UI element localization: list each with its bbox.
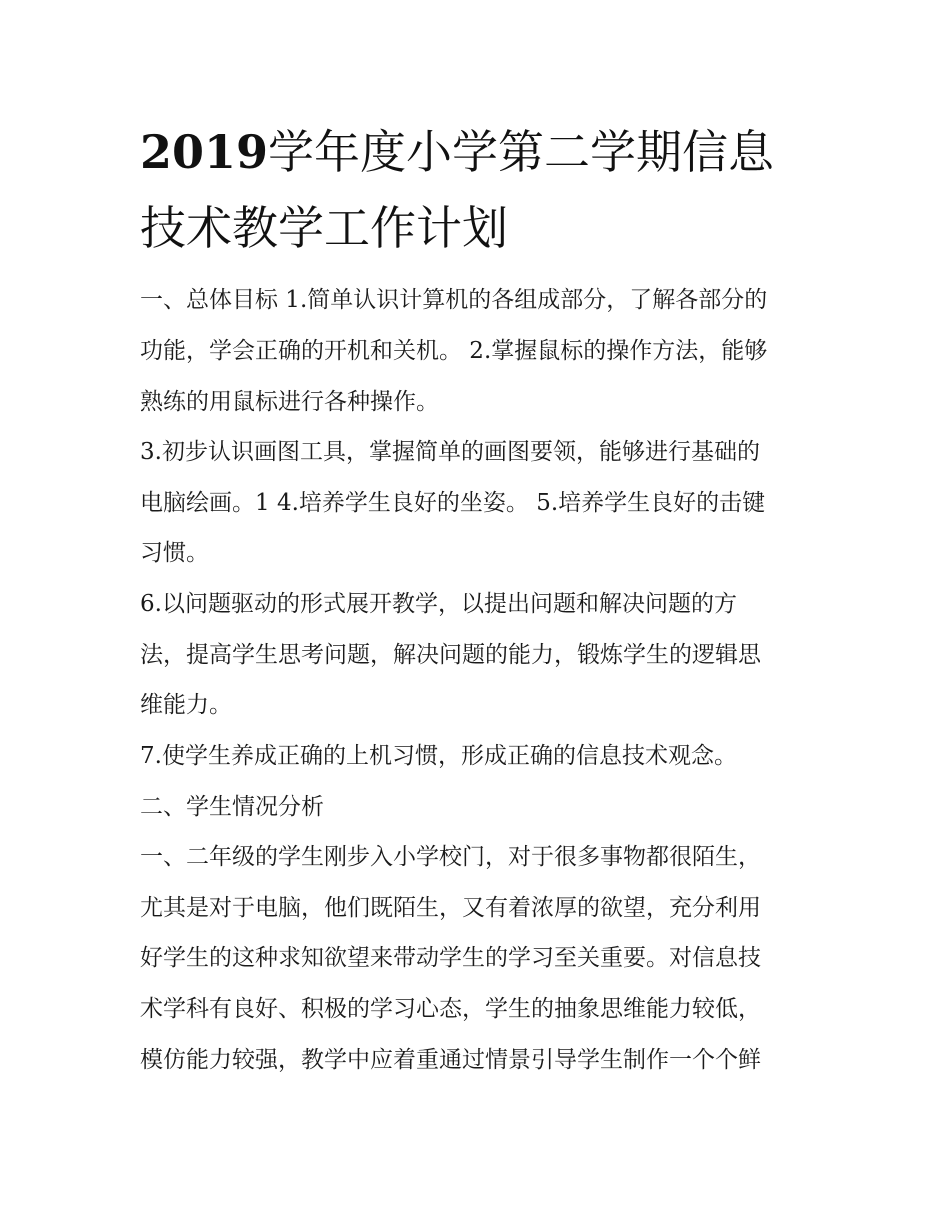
body-line: 术学科有良好、积极的学习心态，学生的抽象思维能力较低， [140, 996, 761, 1022]
body-line: 一、二年级的学生刚步入小学校门，对于很多事物都很陌生， [140, 844, 761, 870]
body-line: 习惯。 [140, 540, 209, 566]
document-title [140, 114, 815, 266]
title-line1-text: 学年度小学第二学期信息 [268, 125, 775, 179]
body-line: 功能，学会正确的开机和关机。 2.掌握鼠标的操作方法，能够 [140, 338, 768, 364]
body-line: 熟练的用鼠标进行各种操作。 [140, 389, 439, 415]
section-heading: 二、学生情况分析 [140, 794, 324, 820]
body-line: 尤其是对于电脑，他们既陌生，又有着浓厚的欲望，充分利用 [140, 895, 761, 921]
body-line: 6.以问题驱动的形式展开教学，以提出问题和解决问题的方 [140, 591, 737, 617]
body-line: 一、总体目标 1.简单认识计算机的各组成部分，了解各部分的 [140, 287, 768, 313]
body-line: 法，提高学生思考问题，解决问题的能力，锻炼学生的逻辑思 [140, 642, 761, 668]
title-year: 2019 [140, 125, 269, 179]
body-line: 模仿能力较强，教学中应着重通过情景引导学生制作一个个鲜 [140, 1047, 761, 1073]
document-page [140, 0, 815, 1229]
body-line: 好学生的这种求知欲望来带动学生的学习至关重要。对信息技 [140, 945, 761, 971]
body-line: 维能力。 [140, 692, 232, 718]
body-line: 3.初步认识画图工具，掌握简单的画图要领，能够进行基础的 [140, 439, 760, 465]
title-line2-text: 技术教学工作计划 [140, 201, 508, 255]
body-line: 7.使学生养成正确的上机习惯，形成正确的信息技术观念。 [140, 743, 737, 769]
body-line: 电脑绘画。1 4.培养学生良好的坐姿。 5.培养学生良好的击键 [140, 490, 766, 516]
